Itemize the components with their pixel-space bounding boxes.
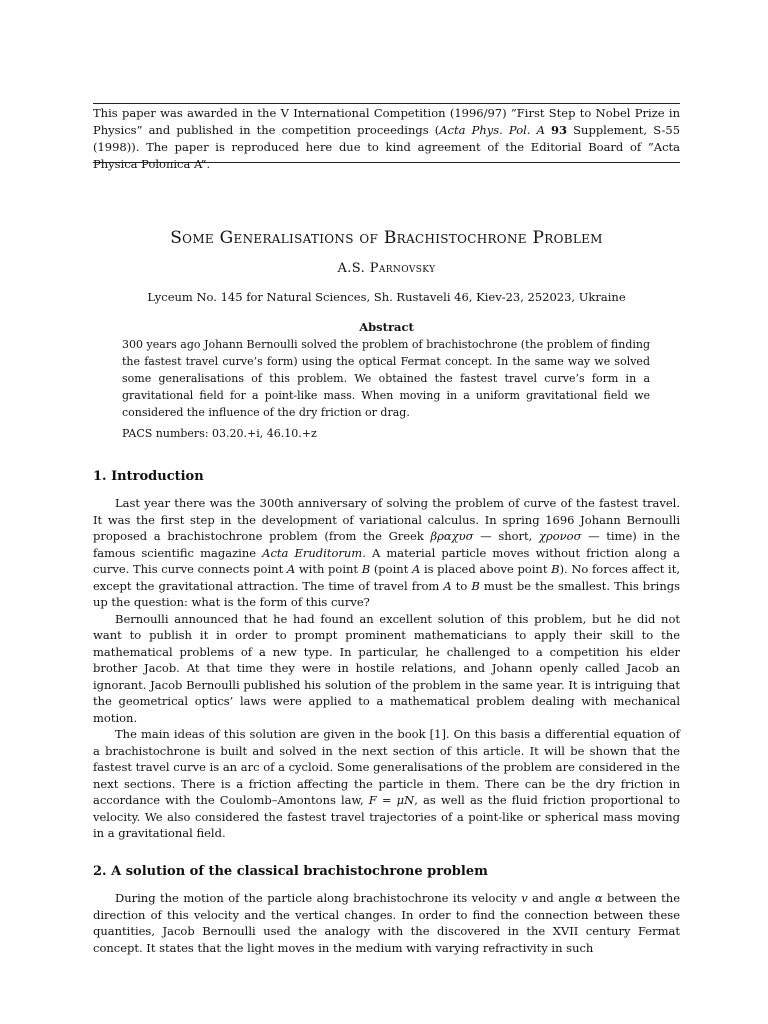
journal-volume: 93 [551,123,568,137]
math-symbol: A [286,562,296,576]
paragraph [93,495,680,611]
award-note-text-1: This paper was awarded in the V International Competition (1996/97) ”First Step to Nobel Prize in Physics” and published in the competition proceedings ( [93,106,680,137]
formula: F = μN [368,793,415,807]
paragraph [93,890,680,956]
paragraph [93,726,680,842]
text-run: , as well as the fluid friction proportional to velocity. We also considered the fastest travel trajectories of a point-like or spherical mass moving in a gravitational field. [93,793,680,840]
text-run: between the direction of this velocity and the vertical changes. In order to find the connection between these quantities, Jacob Bernoulli used the analogy with the discovered in the XVII century Fermat concept. It states that the light moves in the medium with varying refractivity in such [93,891,681,955]
math-symbol: B [551,562,560,576]
text-run: with point [295,562,362,576]
text-run: is placed above point [420,562,552,576]
math-symbol: A [411,562,421,576]
abstract-text: 300 years ago Johann Bernoulli solved the problem of brachistochrone (the problem of finding the fastest travel curve’s form) using the optical Fermat concept. In the same way we solved some generalisations of this problem. We obtained the fastest travel curve’s form in a gravitational field for a point-like mass. When moving in a uniform gravitational field we considered the influence of the dry friction or drag. [122,338,650,419]
section-2-heading: 2. A solution of the classical brachistochrone problem [93,864,488,879]
text-run: The main ideas of this solution are given in the book [1]. On this basis a differential equation of a brachistochrone is built and solved in the next section of this article. It will be shown that the fastest travel curve is an arc of a cycloid. Some generalisations of the problem are considered in the next sections. There is a friction affecting the particle in them. There can be the dry friction in accordance with the Coulomb–Amontons law, [93,727,680,807]
section-2-body [93,890,680,956]
text-run: and angle [527,891,595,905]
award-note-text-2: Supplement, S-55 (1998)). The paper is reproduced here due to kind agreement of the Editorial Board of ”Acta Physica Polonica A”. [93,123,681,171]
text-run: — short, [473,529,539,543]
math-symbol: α [594,891,603,905]
affiliation: Lyceum No. 145 for Natural Sciences, Sh. Rustaveli 46, Kiev-23, 252023, Ukraine [147,290,626,304]
math-symbol: v [521,891,528,905]
math-symbol: B [471,578,480,593]
top-rule [93,103,680,104]
text-run: ). No forces affect it, except the gravitational attraction. The time of travel from [93,562,681,593]
text-run: During the motion of the particle along brachistochrone its velocity [115,891,522,905]
section-1-heading: 1. Introduction [93,469,204,484]
text-run: . A material particle moves without friction along a curve. This curve connects point [93,545,680,576]
section-1-body [93,495,680,842]
journal-name: Acta Phys. Pol. A [439,123,545,137]
math-symbol: B [361,562,371,576]
abstract-heading: Abstract [359,320,414,334]
author-name: A.S. Parnovsky [337,261,436,276]
text-run: must be the smallest. This brings up the question: what is the form of this curve? [93,578,681,609]
greek-word: χρονοσ [539,529,582,543]
math-symbol: A [443,578,452,593]
pacs-numbers: PACS numbers: 03.20.+i, 46.10.+z [122,427,317,440]
paper-title: Some Generalisations of Brachistochrone Problem [170,228,603,248]
paragraph: Bernoulli announced that he had found an excellent solution of this problem, but he did not want to publish it in order to prompt prominent mathematicians to apply their skill to the mathematical problems of a new type. In particular, he challenged to a competition his elder brother Jacob. At that time they were in hostile relations, and Johann openly called Jacob an ignorant. Jacob Bernoulli published his solution of the problem in the same year. It is intriguing that the geometrical optics’ laws were applied to a mathematical problem dealing with mechanical motion. [93,611,680,725]
bottom-rule [93,162,680,163]
text-run: — time) in the famous scientific magazine [93,529,680,560]
greek-word: βραχυσ [430,529,474,543]
text-run: (point [370,562,412,576]
text-run: Last year there was the 300th anniversary of solving the problem of curve of the fastest travel. It was the first step in the development of variational calculus. In spring 1696 Johann Bernoulli proposed a brachistochrone problem (from the Greek [93,496,680,543]
magazine-name: Acta Eruditorum [262,545,363,560]
abstract-body [122,336,650,421]
text-run: to [451,578,472,593]
